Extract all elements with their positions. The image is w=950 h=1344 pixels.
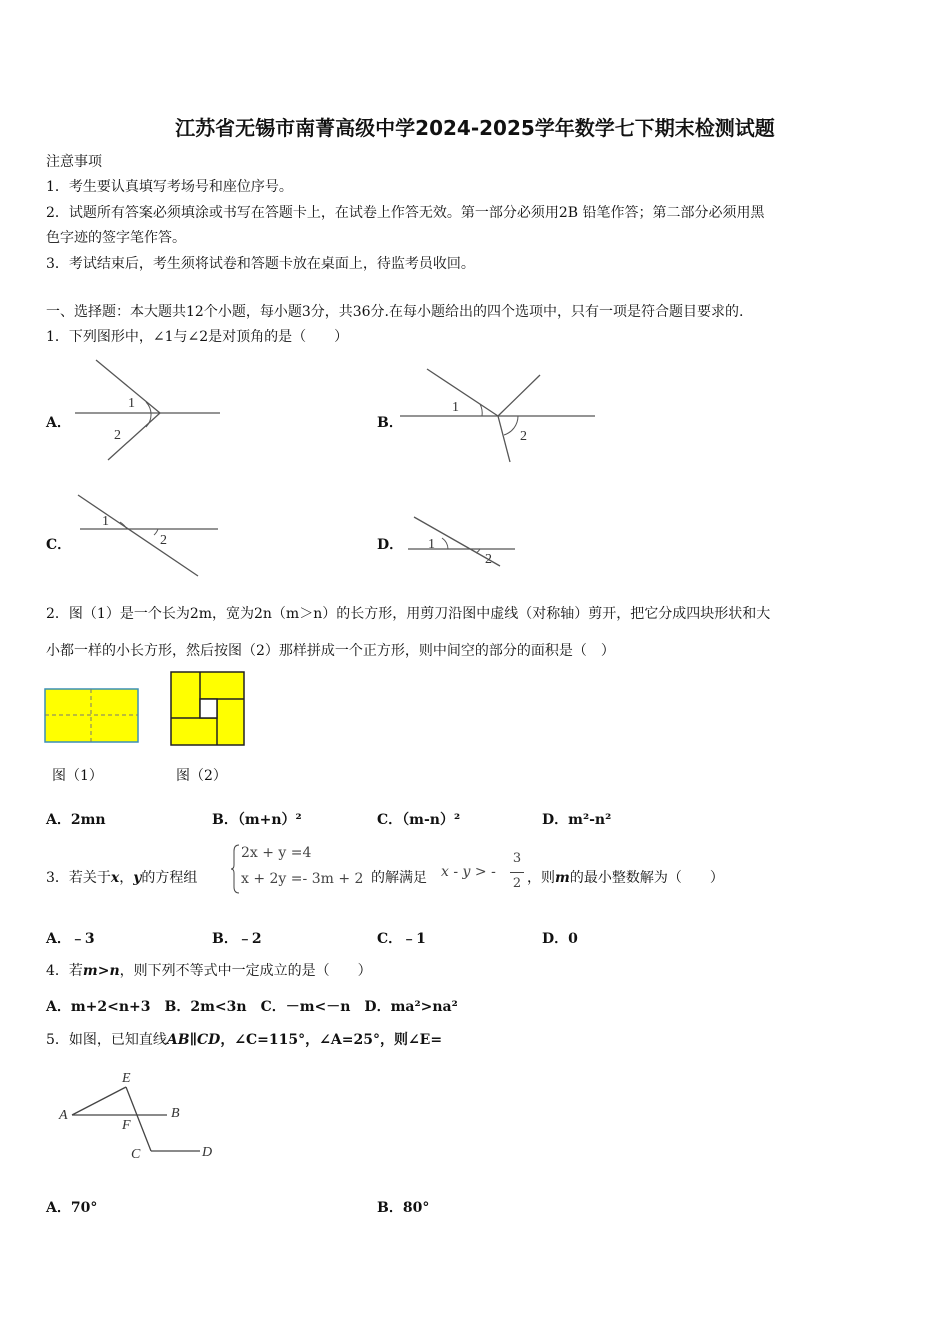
q5-figure bbox=[55, 1065, 225, 1165]
q2-option-a: A．2mn bbox=[46, 812, 106, 828]
q5-label-b: B bbox=[171, 1106, 180, 1121]
q5-label-a: A bbox=[59, 1108, 68, 1123]
q5-relation: AB∥CD bbox=[166, 1032, 221, 1048]
q3-after-system: 的解满足 bbox=[371, 870, 427, 886]
q2-option-c: C．（m-n）² bbox=[377, 812, 461, 828]
q1-figure-a bbox=[60, 355, 230, 465]
q1b-angle-1-label: 1 bbox=[452, 400, 459, 415]
q3-stem-prefix bbox=[46, 868, 197, 888]
q4-condition: m>n bbox=[82, 963, 120, 979]
q3-middle: 的方程组 bbox=[141, 870, 198, 886]
q3-option-c: C．﹣1 bbox=[377, 931, 426, 947]
q4-prefix: 4．若 bbox=[46, 963, 83, 979]
notice-heading: 注意事项 bbox=[46, 154, 102, 170]
q1-figure-d bbox=[400, 512, 525, 572]
q1-stem: 1．下列图形中，∠1与∠2是对顶角的是（ ） bbox=[46, 329, 349, 345]
notice-item-2-cont: 色字迹的签字笔作答。 bbox=[46, 230, 186, 246]
q3-option-d: D．0 bbox=[542, 931, 578, 947]
q2-fig1-caption: 图（1） bbox=[52, 768, 103, 784]
q2-figure-2 bbox=[170, 671, 246, 747]
q5-label-d: D bbox=[202, 1145, 213, 1160]
q5-condition: ，∠C=115°，∠A=25°，则∠E= bbox=[220, 1032, 443, 1048]
q2-stem-line1: 2．图（1）是一个长为2m，宽为2n（m＞n）的长方形，用剪刀沿图中虚线（对称轴）剪开，把它分成四块形状和大 bbox=[46, 606, 771, 622]
q3-eq1: 2x + y =4 bbox=[241, 845, 312, 861]
q4-stem bbox=[46, 961, 372, 981]
q1-option-b: B． bbox=[377, 415, 403, 431]
q1a-angle-2-label: 2 bbox=[114, 428, 121, 443]
q2-option-d: D．m²-n² bbox=[542, 812, 612, 828]
q3-comma: ， bbox=[119, 870, 134, 886]
q5-label-e: E bbox=[122, 1071, 131, 1086]
q5-label-f: F bbox=[122, 1118, 131, 1133]
q1c-angle-1-label: 1 bbox=[102, 514, 109, 529]
q3-var-x: x bbox=[110, 870, 120, 886]
q3-frac-num: 3 bbox=[512, 851, 522, 866]
q1d-angle-2-label: 2 bbox=[485, 552, 492, 567]
notice-item-1: 1．考生要认真填写考场号和座位序号。 bbox=[46, 179, 293, 195]
q2-stem-line2: 小都一样的小长方形，然后按图（2）那样拼成一个正方形，则中间空的部分的面积是（ ） bbox=[46, 643, 615, 659]
q1d-angle-1-label: 1 bbox=[428, 537, 435, 552]
section-heading: 一、选择题：本大题共12个小题，每小题3分，共36分.在每小题给出的四个选项中，只有一项是符合题目要求的. bbox=[46, 304, 744, 320]
q3-after-ineq: ，则 bbox=[527, 870, 555, 886]
q1c-angle-2-label: 2 bbox=[160, 533, 167, 548]
q3-frac-den: 2 bbox=[512, 876, 522, 891]
q3-stem-suffix bbox=[527, 868, 724, 888]
q2-figure-1 bbox=[44, 688, 140, 744]
q1-option-d: D． bbox=[377, 537, 404, 553]
q3-var-m: m bbox=[555, 870, 570, 886]
q1b-angle-2-label: 2 bbox=[520, 429, 527, 444]
notice-item-3: 3．考试结束后，考生须将试卷和答题卡放在桌面上，待监考员收回。 bbox=[46, 256, 475, 272]
q3-option-b: B．﹣2 bbox=[212, 931, 262, 947]
q3-eq2: x + 2y =- 3m + 2 bbox=[241, 871, 364, 887]
q3-prefix: 3．若关于 bbox=[46, 870, 111, 886]
q3-suffix: 的最小整数解为（ ） bbox=[569, 870, 724, 886]
q5-prefix: 5．如图，已知直线 bbox=[46, 1032, 167, 1048]
q5-option-a: A．70° bbox=[46, 1200, 98, 1216]
q1a-angle-1-label: 1 bbox=[128, 396, 135, 411]
q4-suffix: ，则下列不等式中一定成立的是（ ） bbox=[119, 963, 372, 979]
q5-label-c: C bbox=[131, 1147, 141, 1162]
q5-stem bbox=[46, 1030, 442, 1050]
q2-fig2-caption: 图（2） bbox=[176, 768, 227, 784]
notice-item-2: 2．试题所有答案必须填涂或书写在答题卡上，在试卷上作答无效。第一部分必须用2B 铅笔作答；第二部分必须用黑 bbox=[46, 205, 765, 221]
q5-option-b: B．80° bbox=[377, 1200, 430, 1216]
page-title: 江苏省无锡市南菁高级中学2024-2025学年数学七下期末检测试题 bbox=[175, 116, 775, 140]
q3-option-a: A．﹣3 bbox=[46, 931, 95, 947]
q3-inequality: x - y > - bbox=[441, 864, 496, 880]
q2-option-b: B．（m+n）² bbox=[212, 812, 302, 828]
q1-option-c: C． bbox=[46, 537, 72, 553]
q3-var-y: y bbox=[133, 870, 142, 886]
q1-figure-b bbox=[390, 365, 600, 470]
q1-option-a: A． bbox=[46, 415, 71, 431]
q3-frac-bar bbox=[510, 872, 524, 873]
q4-options: A．m+2<n+3 B．2m<3n C．－m<－n D．ma²>na² bbox=[46, 999, 458, 1015]
q1-figure-c bbox=[72, 490, 232, 580]
